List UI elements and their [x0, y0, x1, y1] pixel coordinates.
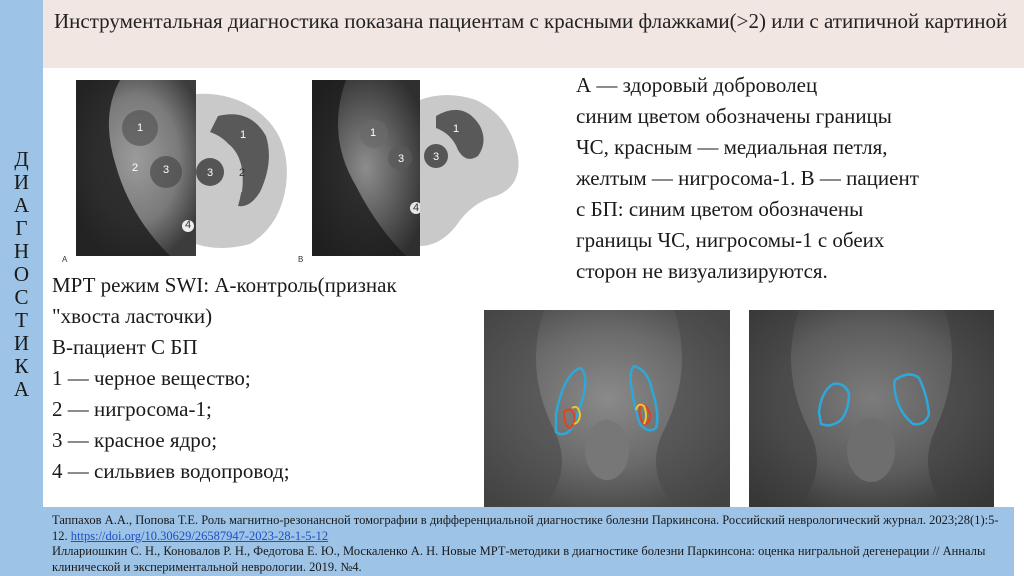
mri-b-label-3: 3: [398, 153, 405, 165]
reference-1: Таппахов А.А., Попова Т.Е. Роль магнитно-резонансной томографии в дифференциальной диагностике болезни Паркинсона. Российский неврологический журнал. 2023;28(1):5-12.: [52, 513, 999, 543]
sidebar-letter: А: [13, 193, 30, 217]
mri-a-label-2: 2: [132, 162, 139, 174]
sidebar-letter: К: [14, 354, 29, 378]
legend-line: 4 — сильвиев водопровод;: [52, 459, 290, 483]
mri-b-label-1: 1: [370, 127, 377, 139]
figure-b: [296, 76, 536, 266]
reference-1-doi-link[interactable]: https://doi.org/10.30629/26587947-2023-28-1-5-12: [70, 528, 329, 543]
mri-a-label-1: 1: [137, 122, 144, 134]
sidebar-letter: Д: [14, 147, 29, 171]
legend-line: 3 — красное ядро;: [52, 428, 218, 452]
description-line: границы ЧС, нигросомы-1 с обеих: [576, 228, 885, 252]
legend-line: 2 — нигросома-1;: [52, 397, 212, 421]
sidebar-letter: И: [13, 331, 30, 355]
mri-a-label-4: 4: [185, 219, 192, 231]
mri-control-outlined: [484, 310, 730, 507]
legend: [52, 270, 492, 487]
legend-line: 1 — черное вещество;: [52, 366, 251, 390]
diagram-a-label-3: 3: [207, 167, 214, 179]
legend-line: МРТ режим SWI: А-контроль(признак: [52, 273, 397, 297]
references: [52, 513, 1002, 575]
mri-patient-outlined: [749, 310, 994, 507]
description-line: ЧС, красным — медиальная петля,: [576, 135, 888, 159]
legend-line: "хвоста ласточки): [52, 304, 213, 328]
sidebar-letter: А: [13, 377, 30, 401]
diagram-a-label-1: 1: [240, 129, 247, 141]
mri-b-label-4: 4: [413, 202, 420, 214]
sidebar-letter: И: [13, 170, 30, 194]
figure-a-label: А: [62, 255, 68, 264]
figure-b-label: В: [298, 255, 304, 264]
figure-a: [60, 76, 300, 266]
diagram-b-label-3: 3: [433, 151, 440, 163]
description-line: с БП: синим цветом обозначены: [576, 197, 864, 221]
reference-2: Иллариошкин С. Н., Коновалов Р. Н., Федотова Е. Ю., Москаленко А. Н. Новые МРТ-методики в диагностике болезни Паркинсона: оценка нигральной дегенерации // Анналы клинической и экспериментальной неврологии. 2019. №4.: [52, 544, 986, 574]
diagram-a-label-2: 2: [239, 167, 246, 179]
description-line: А — здоровый доброволец: [576, 73, 818, 97]
description-line: желтым — нигросома-1. В — пациент: [576, 166, 919, 190]
sidebar-letter: Г: [15, 216, 28, 240]
legend-line: В-пациент С БП: [52, 335, 198, 359]
sidebar-letter: Т: [15, 308, 28, 332]
figure-description: [576, 70, 1016, 287]
diagram-b-label-1: 1: [453, 123, 460, 135]
description-line: сторон не визуализируются.: [576, 259, 828, 283]
page-title: Инструментальная диагностика показана пациентам с красными флажками(>2) или с атипичной картиной: [54, 9, 1008, 33]
sidebar-letter: С: [14, 285, 29, 309]
sidebar-letter: Н: [13, 239, 30, 263]
sidebar-letter: О: [13, 262, 30, 286]
mri-a-label-3: 3: [163, 164, 170, 176]
description-line: синим цветом обозначены границы: [576, 104, 892, 128]
sidebar-vertical-title: [0, 148, 43, 401]
